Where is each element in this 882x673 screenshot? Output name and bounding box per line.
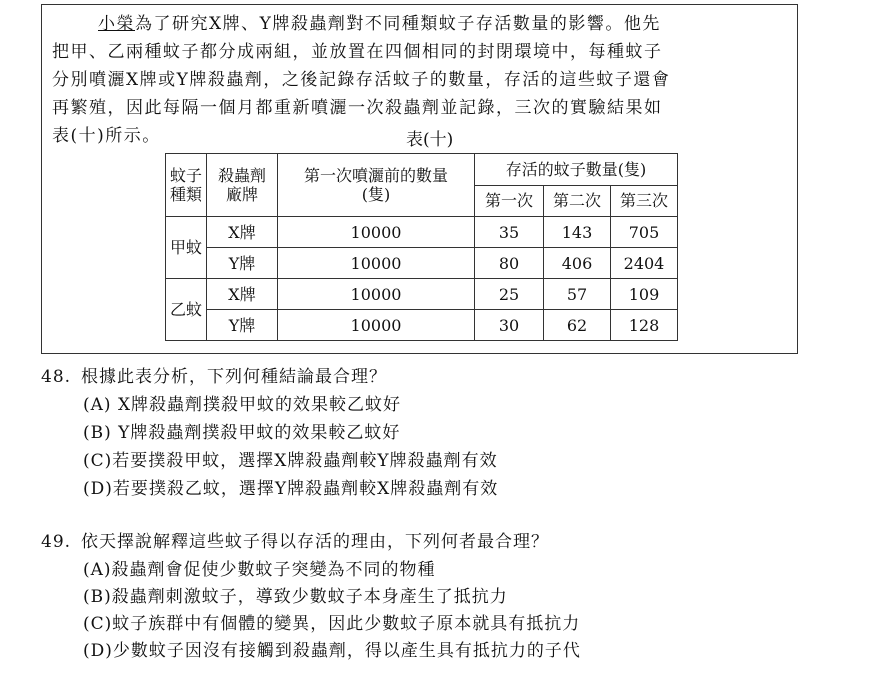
q49-option-c: (C)蚊子族群中有個體的變異，因此少數蚊子原本就具有抵抗力 bbox=[83, 614, 581, 634]
passage-line-1: 為了研究X牌、Y牌殺蟲劑對不同種類蚊子存活數量的影響。他先 bbox=[135, 14, 661, 34]
round-2-cell: 62 bbox=[544, 310, 611, 341]
header-species: 蚊子 種類 bbox=[166, 154, 207, 217]
brand-cell: X牌 bbox=[207, 217, 278, 248]
header-initial-count: 第一次噴灑前的數量 (隻) bbox=[278, 154, 475, 217]
round-3-cell: 2404 bbox=[611, 248, 678, 279]
initial-cell: 10000 bbox=[278, 248, 475, 279]
initial-cell: 10000 bbox=[278, 217, 475, 248]
round-3-cell: 128 bbox=[611, 310, 678, 341]
table-row bbox=[166, 279, 678, 310]
round-1-cell: 80 bbox=[475, 248, 544, 279]
passage-line-2: 把甲、乙兩種蚊子都分成兩組，並放置在四個相同的封閉環境中，每種蚊子 bbox=[52, 42, 663, 62]
table-row bbox=[166, 310, 678, 341]
q49-option-a: (A)殺蟲劑會促使少數蚊子突變為不同的物種 bbox=[83, 560, 436, 580]
question-48-number: 48. bbox=[41, 367, 72, 387]
brand-cell: Y牌 bbox=[207, 310, 278, 341]
species-cell: 乙蚊 bbox=[166, 279, 207, 341]
q48-option-a: (A) X牌殺蟲劑撲殺甲蚊的效果較乙蚊好 bbox=[83, 395, 402, 415]
q48-option-d: (D)若要撲殺乙蚊，選擇Y牌殺蟲劑較X牌殺蟲劑有效 bbox=[83, 479, 499, 499]
round-3-cell: 705 bbox=[611, 217, 678, 248]
round-3-cell: 109 bbox=[611, 279, 678, 310]
initial-cell: 10000 bbox=[278, 279, 475, 310]
round-1-cell: 35 bbox=[475, 217, 544, 248]
round-1-cell: 30 bbox=[475, 310, 544, 341]
round-2-cell: 406 bbox=[544, 248, 611, 279]
passage-box bbox=[41, 4, 798, 354]
table-row bbox=[166, 248, 678, 279]
passage-line-5: 表(十)所示。 bbox=[52, 126, 161, 146]
brand-cell: Y牌 bbox=[207, 248, 278, 279]
table-row bbox=[166, 217, 678, 248]
question-48-text: 根據此表分析，下列何種結論最合理？ bbox=[81, 367, 387, 387]
header-brand: 殺蟲劑 廠牌 bbox=[207, 154, 278, 217]
q49-option-b: (B)殺蟲劑刺激蚊子，導致少數蚊子本身產生了抵抗力 bbox=[83, 587, 508, 607]
passage-line-4: 再繁殖，因此每隔一個月都重新噴灑一次殺蟲劑並記錄，三次的實驗結果如 bbox=[52, 98, 663, 118]
question-49-number: 49. bbox=[41, 532, 72, 552]
q49-option-d: (D)少數蚊子因沒有接觸到殺蟲劑，得以產生具有抵抗力的子代 bbox=[83, 641, 581, 661]
header-survivors: 存活的蚊子數量(隻) bbox=[475, 154, 678, 186]
question-49-text: 依天擇說解釋這些蚊子得以存活的理由，下列何者最合理？ bbox=[81, 532, 549, 552]
table-caption: 表(十) bbox=[406, 130, 454, 150]
header-round-2: 第二次 bbox=[544, 185, 611, 217]
initial-cell: 10000 bbox=[278, 310, 475, 341]
question-49 bbox=[41, 529, 549, 556]
student-name: 小榮 bbox=[98, 14, 135, 34]
round-1-cell: 25 bbox=[475, 279, 544, 310]
brand-cell: X牌 bbox=[207, 279, 278, 310]
q48-option-b: (B) Y牌殺蟲劑撲殺甲蚊的效果較乙蚊好 bbox=[83, 423, 401, 443]
q48-option-c: (C)若要撲殺甲蚊，選擇X牌殺蟲劑較Y牌殺蟲劑有效 bbox=[83, 451, 498, 471]
species-cell: 甲蚊 bbox=[166, 217, 207, 279]
round-2-cell: 143 bbox=[544, 217, 611, 248]
header-round-1: 第一次 bbox=[475, 185, 544, 217]
header-round-3: 第三次 bbox=[611, 185, 678, 217]
results-table bbox=[165, 153, 678, 341]
question-48 bbox=[41, 364, 387, 391]
passage-line-3: 分別噴灑X牌或Y牌殺蟲劑，之後記錄存活蚊子的數量，存活的這些蚊子還會 bbox=[52, 70, 671, 90]
round-2-cell: 57 bbox=[544, 279, 611, 310]
